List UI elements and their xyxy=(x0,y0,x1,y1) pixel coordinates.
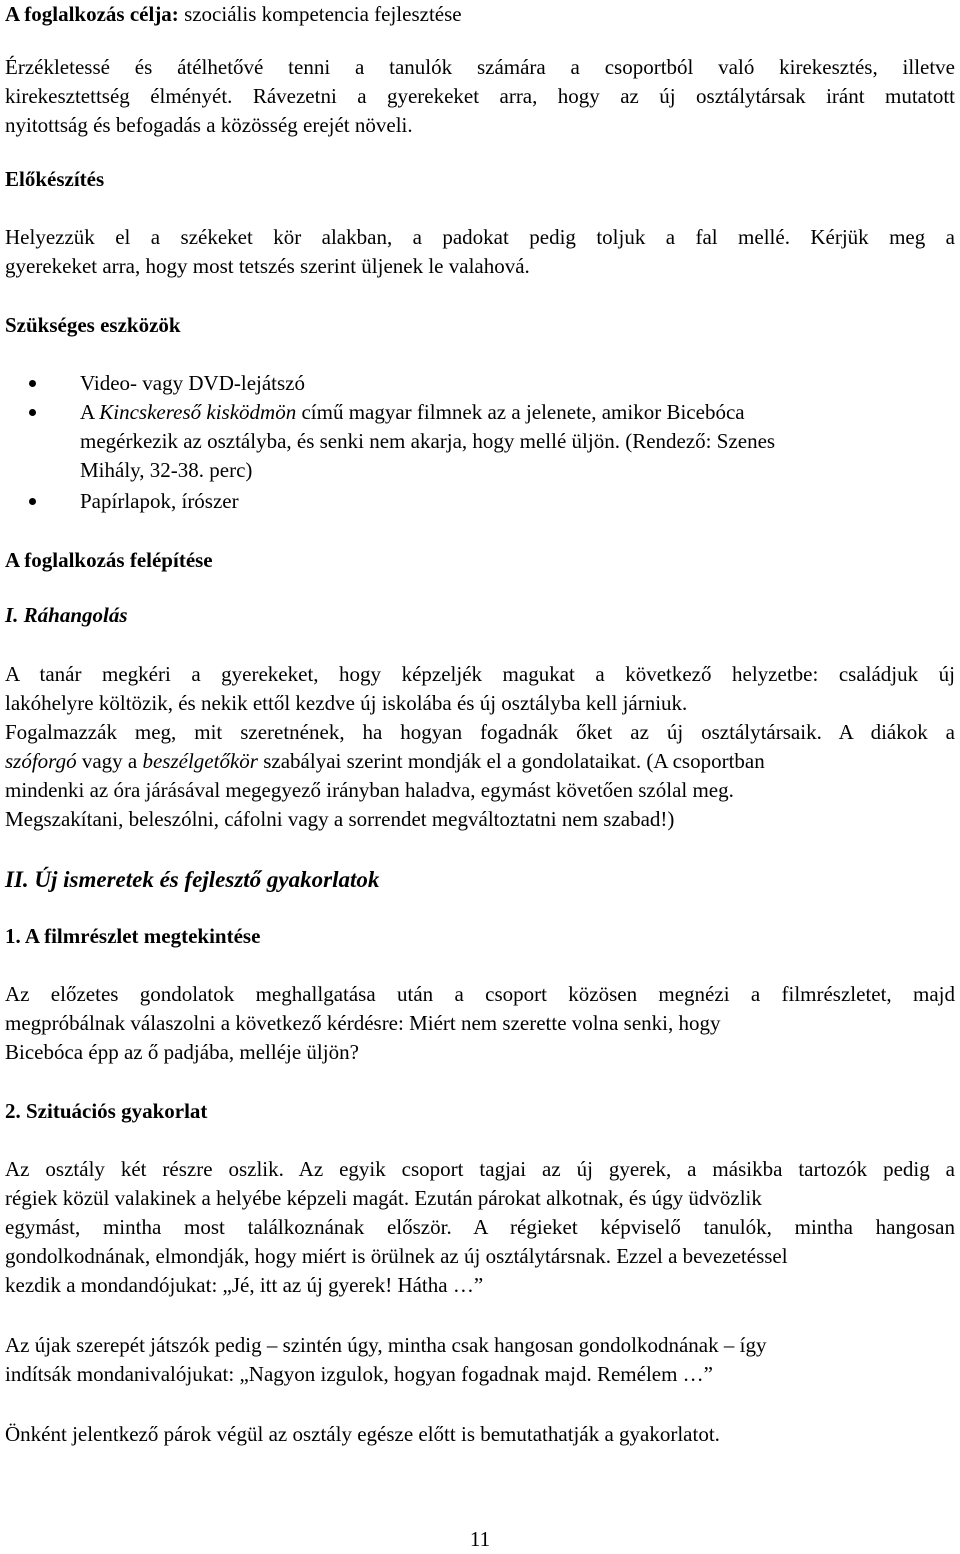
part1-line: Fogalmazzák meg, mit szeretnének, ha hogyan fogadnák őket az új osztálytársaik. A diákok a xyxy=(5,720,955,744)
sec2-heading: 2. Szituációs gyakorlat xyxy=(5,1099,208,1123)
part1-line: lakóhelyre költözik, és nekik ettől kezdve új iskolába és új osztályba kell járniuk. xyxy=(5,691,688,715)
sec2-line: gondolkodnának, elmondják, hogy miért is örülnek az új osztálytársnak. Ezzel a bevezetéssel xyxy=(5,1244,788,1268)
prep-line: gyerekeket arra, hogy most tetszés szerint üljenek le valahová. xyxy=(5,254,530,278)
prep-line: Helyezzük el a székeket kör alakban, a padokat pedig toljuk a fal mellé. Kérjük meg a xyxy=(5,225,955,249)
tools-item-cont: megérkezik az osztályba, és senki nem akarja, hogy mellé üljön. (Rendező: Szenes xyxy=(80,429,776,453)
bullet-icon xyxy=(29,380,36,387)
sec1-heading: 1. A filmrészlet megtekintése xyxy=(5,924,261,948)
part1-heading: I. Ráhangolás xyxy=(5,603,128,627)
tools-item-text: A xyxy=(80,400,100,424)
structure-heading: A foglalkozás felépítése xyxy=(5,548,213,572)
part1-line: A tanár megkéri a gyerekeket, hogy képzeljék magukat a következő helyzetbe: családjuk új xyxy=(5,662,955,686)
sec2-last-line: Önként jelentkező párok végül az osztály egésze előtt is bemutathatják a gyakorlatot. xyxy=(5,1422,720,1446)
term: beszélgetőkör xyxy=(142,749,258,773)
sec1-line: Az előzetes gondolatok meghallgatása után a csoport közösen megnézi a filmrészletet, majd xyxy=(5,982,955,1006)
tools-heading: Szükséges eszközök xyxy=(5,313,181,337)
sec1-line: megpróbálnak válaszolni a következő kérdésre: Miért nem szerette volna senki, hogy xyxy=(5,1011,721,1035)
sec2-line: régiek közül valakinek a helyébe képzeli magát. Ezután párokat alkotnak, és úgy üdvözlik xyxy=(5,1186,762,1210)
term: szóforgó xyxy=(5,749,77,773)
intro-line: Érzékletessé és átélhetővé tenni a tanulók számára a csoportból való kirekesztés, illetve xyxy=(5,55,955,79)
part2-title: II. Új ismeretek és fejlesztő gyakorlatok xyxy=(5,867,380,892)
prep-heading: Előkészítés xyxy=(5,167,105,191)
bullet-icon xyxy=(29,498,36,505)
part1-line: Megszakítani, beleszólni, cáfolni vagy a sorrendet megváltoztatni nem szabad!) xyxy=(5,807,675,831)
sec2-line: Az osztály két részre oszlik. Az egyik csoport tagjai az új gyerek, a másikba tartozók pedig a xyxy=(5,1157,955,1181)
page-number: 11 xyxy=(469,1527,491,1551)
intro-line: kirekesztettség élményét. Rávezetni a gyerekeket arra, hogy az új osztálytársak iránt mutatott xyxy=(5,84,955,108)
tools-item: Video- vagy DVD-lejátszó xyxy=(80,371,306,395)
part1-text: vagy a xyxy=(76,749,143,773)
goal-value: szociális kompetencia fejlesztése xyxy=(178,2,462,26)
sec2-line: egymást, mintha most találkoznának először. A régieket képviselő tanulók, mintha hangosan xyxy=(5,1215,955,1239)
part2-heading xyxy=(5,865,379,894)
tools-item: Papírlapok, írószer xyxy=(80,489,239,513)
intro-line: nyitottság és befogadás a közösség erejét növeli. xyxy=(5,113,413,137)
film-title: Kincskereső kisködmön xyxy=(99,400,297,424)
sec1-line: Bicebóca épp az ő padjába, melléje üljön? xyxy=(5,1040,359,1064)
part1-line xyxy=(5,747,765,776)
goal-line xyxy=(5,0,462,29)
sec2-line: kezdik a mondandójukat: „Jé, itt az új gyerek! Hátha …” xyxy=(5,1273,484,1297)
sec2-line: Az újak szerepét játszók pedig – szintén úgy, mintha csak hangosan gondolkodnának – így xyxy=(5,1333,767,1357)
tools-item-text: című magyar filmnek az a jelenete, amikor Bicebóca xyxy=(296,400,745,424)
bullet-icon xyxy=(29,409,36,416)
goal-label: A foglalkozás célja: xyxy=(5,2,179,26)
tools-item-cont: Mihály, 32-38. perc) xyxy=(80,458,253,482)
tools-item xyxy=(80,398,745,427)
sec2-line: indítsák mondanivalójukat: „Nagyon izgulok, hogyan fogadnak majd. Remélem …” xyxy=(5,1362,714,1386)
part1-text: szabályai szerint mondják el a gondolataikat. (A csoportban xyxy=(257,749,765,773)
part1-line: mindenki az óra járásával megegyező irányban haladva, egymást követően szólal meg. xyxy=(5,778,734,802)
